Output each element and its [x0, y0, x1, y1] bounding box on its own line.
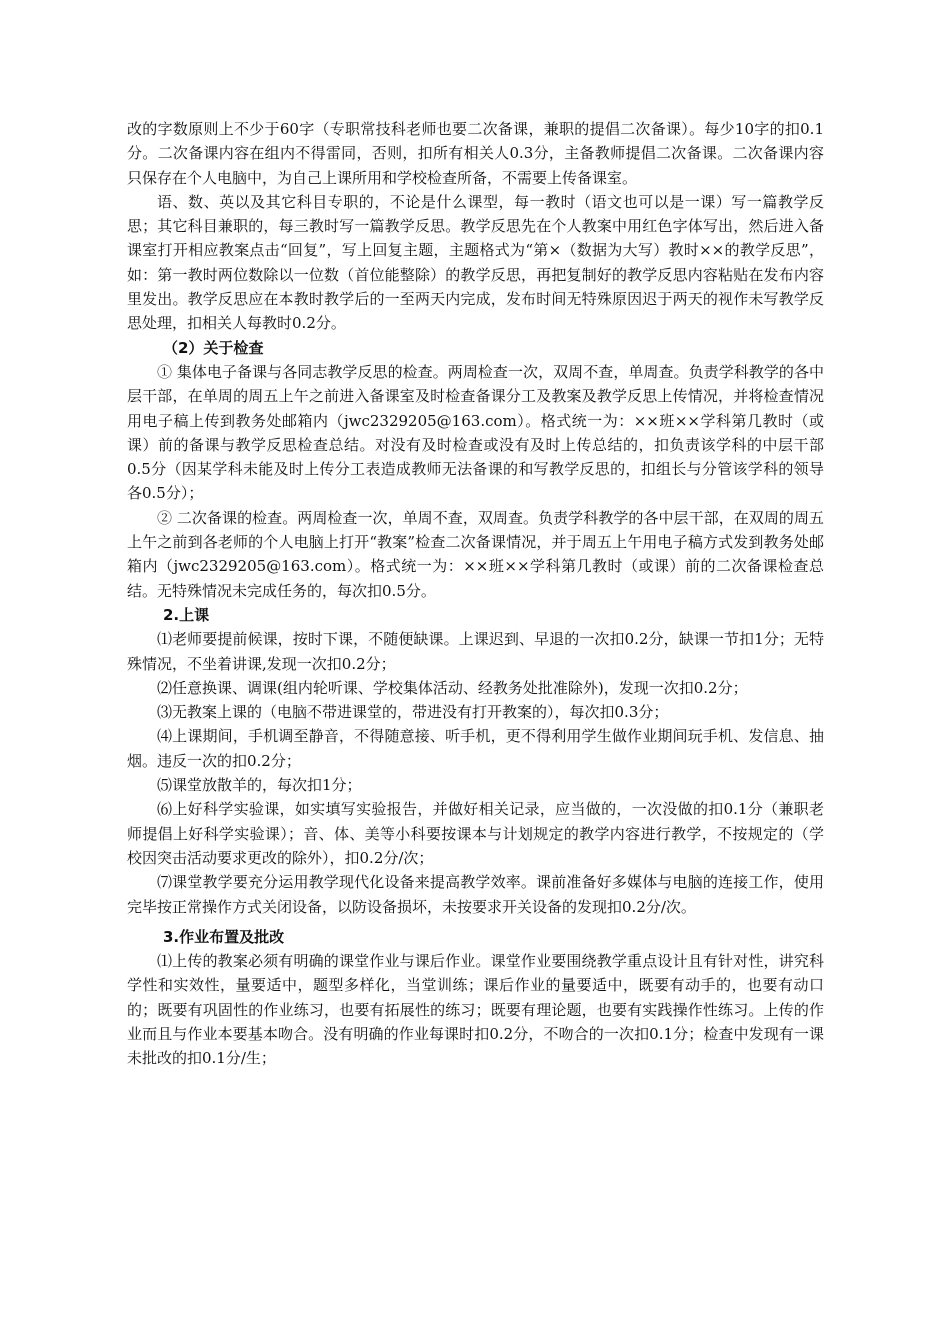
class-rule-4: ⑷上课期间，手机调至静音，不得随意接、听手机，更不得利用学生做作业期间玩手机、发信息、抽烟。违反一次的扣0.2分；: [127, 727, 824, 770]
paragraph-lesson-prep-word-count: 改的字数原则上不少于60字（专职常技科老师也要二次备课，兼职的提倡二次备课）。每少10字的扣0.1分。二次备课内容在组内不得雷同，否则，扣所有相关人0.3分，主备教师提倡二次备课。二次备课内容只保存在个人电脑中，为自己上课所用和学校检查所备，不需要上传备课室。: [127, 120, 824, 187]
class-rule-6: ⑹上好科学实验课，如实填写实验报告，并做好相关记录，应当做的，一次没做的扣0.1分（兼职老师提倡上好科学实验课）；音、体、美等小科要按课本与计划规定的教学内容进行教学，不按规定的（学校因突击活动要求更改的除外），扣0.2分/次；: [127, 800, 824, 867]
paragraph-collective-prep-inspection: ① 集体电子备课与各同志教学反思的检查。两周检查一次，双周不查，单周查。负责学科教学的各中层干部，在单周的周五上午之前进入备课室及时检查备课分工及教案及教学反思上传情况，并将检查情况用电子稿上传到教务处邮箱内（jwc2329205@163.com）。格式统一为：××班××学科第几教时（或课）前的备课与教学反思检查总结。对没有及时检查或没有及时上传总结的，扣负责该学科的中层干部0.5分（因某学科未能及时上传分工表造成教师无法备课的和写教学反思的，扣组长与分管该学科的领导各0.5分）；: [127, 362, 824, 503]
heading-about-inspection: （2）关于检查: [163, 338, 264, 357]
document-body: [127, 117, 824, 1071]
class-rule-5: ⑸课堂放散羊的，每次扣1分；: [157, 776, 362, 795]
heading-homework: 3.作业布置及批改: [163, 927, 285, 946]
homework-rule-1: ⑴上传的教案必须有明确的课堂作业与课后作业。课堂作业要围绕教学重点设计且有针对性，讲究科学性和实效性，量要适中，题型多样化，当堂训练；课后作业的量要适中，既要有动手的，也要有动口的；既要有巩固性的作业练习，也要有拓展性的练习；既要有理论题，也要有实践操作性练习。上传的作业而且与作业本要基本吻合。没有明确的作业每课时扣0.2分，不吻合的一次扣0.1分；检查中发现有一课未批改的扣0.1分/生；: [127, 952, 824, 1068]
class-rule-2: ⑵任意换课、调课(组内轮听课、学校集体活动、经教务处批准除外)，发现一次扣0.2分；: [157, 678, 748, 697]
heading-class-teaching: 2.上课: [163, 605, 210, 624]
paragraph-teaching-reflection: 语、数、英以及其它科目专职的，不论是什么课型，每一教时（语文也可以是一课）写一篇教学反思；其它科目兼职的，每三教时写一篇教学反思。教学反思先在个人教案中用红色字体写出，然后进入备课室打开相应教案点击“回复”，写上回复主题，主题格式为“第×（数据为大写）教时××的教学反思”，如：第一教时两位数除以一位数（首位能整除）的教学反思，再把复制好的教学反思内容粘贴在发布内容里发出。教学反思应在本教时教学后的一至两天内完成，发布时间无特殊原因迟于两天的视作未写教学反思处理，扣相关人每教时0.2分。: [127, 192, 824, 333]
paragraph-second-prep-inspection: ② 二次备课的检查。两周检查一次，单周不查，双周查。负责学科教学的各中层干部，在双周的周五上午之前到各老师的个人电脑上打开“教案”检查二次备课情况，并于周五上午用电子稿方式发到教务处邮箱内（jwc2329205@163.com）。格式统一为：××班××学科第几教时（或课）前的二次备课检查总结。无特殊情况未完成任务的，每次扣0.5分。: [127, 508, 824, 600]
class-rule-1: ⑴老师要提前候课，按时下课，不随便缺课。上课迟到、早退的一次扣0.2分，缺课一节扣1分；无特殊情况，不坐着讲课,发现一次扣0.2分；: [127, 630, 824, 673]
class-rule-3: ⑶无教案上课的（电脑不带进课堂的，带进没有打开教案的），每次扣0.3分；: [157, 703, 669, 722]
class-rule-7: ⑺课堂教学要充分运用教学现代化设备来提高教学效率。课前准备好多媒体与电脑的连接工作，使用完毕按正常操作方式关闭设备，以防设备损坏，未按要求开关设备的发现扣0.2分/次。: [127, 873, 824, 916]
